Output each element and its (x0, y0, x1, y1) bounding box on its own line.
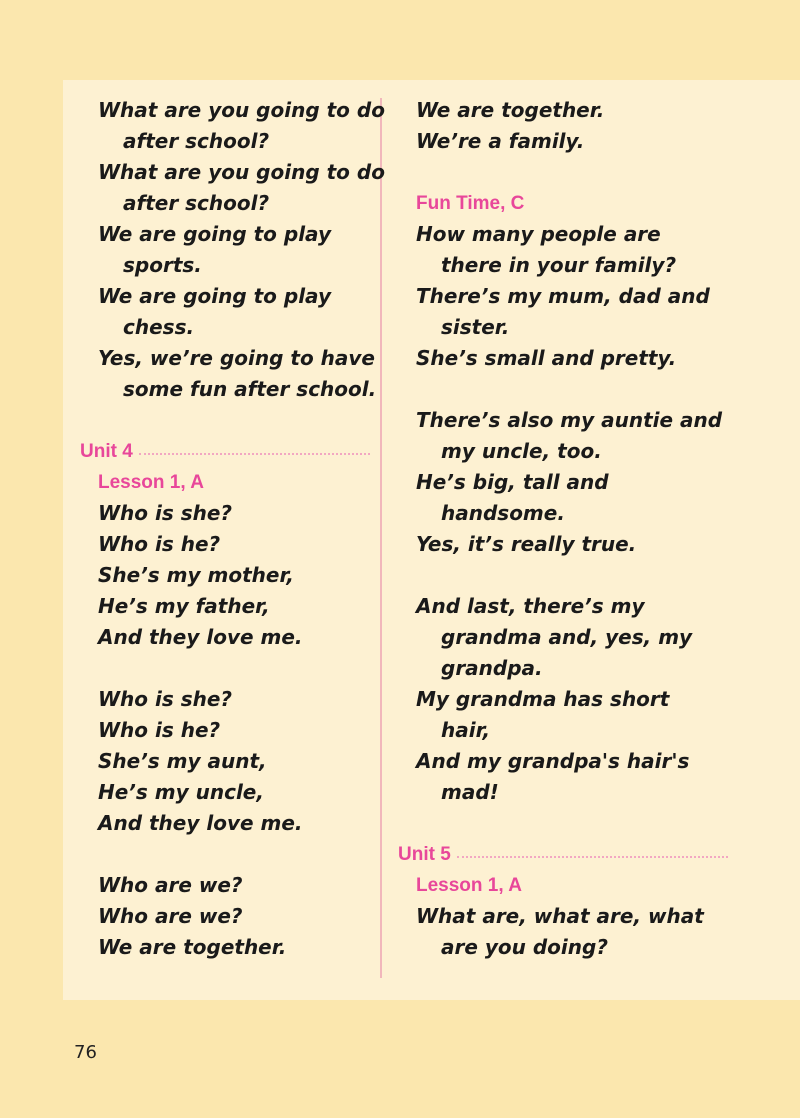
lyric-line: And they love me. (98, 811, 303, 835)
lyric-line: She’s small and pretty. (416, 346, 677, 370)
lyric-line: What are, what are, what (416, 904, 704, 928)
lyric-line: handsome. (441, 501, 565, 525)
lyric-line: Who is she? (98, 687, 233, 711)
lyric-line: Who is he? (98, 532, 221, 556)
lyric-line: chess. (123, 315, 195, 339)
lyric-line: my uncle, too. (441, 439, 602, 463)
lyric-line: We are going to play (98, 284, 331, 308)
lyric-line: Who is she? (98, 501, 233, 525)
lyric-line: after school? (123, 129, 270, 153)
lyric-line: some fun after school. (123, 377, 377, 401)
lyric-line: He’s my uncle, (98, 780, 264, 804)
lyric-line: What are you going to do (98, 160, 385, 184)
page-number: 76 (74, 1042, 97, 1063)
lyric-line: We are together. (416, 98, 605, 122)
unit-title: Unit 4 (80, 440, 133, 462)
unit-heading (398, 839, 728, 870)
lyric-line: And they love me. (98, 625, 303, 649)
lyric-line: We are going to play (98, 222, 331, 246)
lyric-line: He’s big, tall and (416, 470, 609, 494)
right-column (398, 95, 728, 963)
lyric-line: We’re a family. (416, 129, 585, 153)
lyric-line: Who are we? (98, 904, 243, 928)
lyric-line: Who are we? (98, 873, 243, 897)
lyric-line: There’s also my auntie and (416, 408, 723, 432)
lyric-line: mad! (441, 780, 499, 804)
dotted-rule (457, 856, 728, 858)
lyric-line: Yes, we’re going to have (98, 346, 375, 370)
lyric-line: after school? (123, 191, 270, 215)
lyric-line: How many people are (416, 222, 661, 246)
unit-heading (80, 436, 370, 467)
lyric-line: We are together. (98, 935, 287, 959)
lyric-line: What are you going to do (98, 98, 385, 122)
lyric-line: grandpa. (441, 656, 543, 680)
left-column (80, 95, 385, 963)
lyric-line: Who is he? (98, 718, 221, 742)
lyric-line: She’s my mother, (98, 563, 294, 587)
lyric-line: hair, (441, 718, 491, 742)
lyric-line: are you doing? (441, 935, 608, 959)
dotted-rule (139, 453, 370, 455)
lyric-line: And last, there’s my (416, 594, 645, 618)
lesson-title: Lesson 1, A (98, 472, 204, 493)
lyric-line: There’s my mum, dad and (416, 284, 710, 308)
column-divider (380, 98, 382, 978)
lyric-line: He’s my father, (98, 594, 270, 618)
lesson-title: Lesson 1, A (416, 875, 522, 896)
lyric-line: sports. (123, 253, 202, 277)
section-title: Fun Time, C (416, 193, 525, 214)
lyric-line: She’s my aunt, (98, 749, 267, 773)
lyric-line: My grandma has short (416, 687, 670, 711)
lyric-line: sister. (441, 315, 510, 339)
unit-title: Unit 5 (398, 843, 451, 865)
lyric-line: And my grandpa's hair's (416, 749, 690, 773)
lyric-line: there in your family? (441, 253, 677, 277)
lyric-line: Yes, it’s really true. (416, 532, 637, 556)
lyric-line: grandma and, yes, my (441, 625, 693, 649)
